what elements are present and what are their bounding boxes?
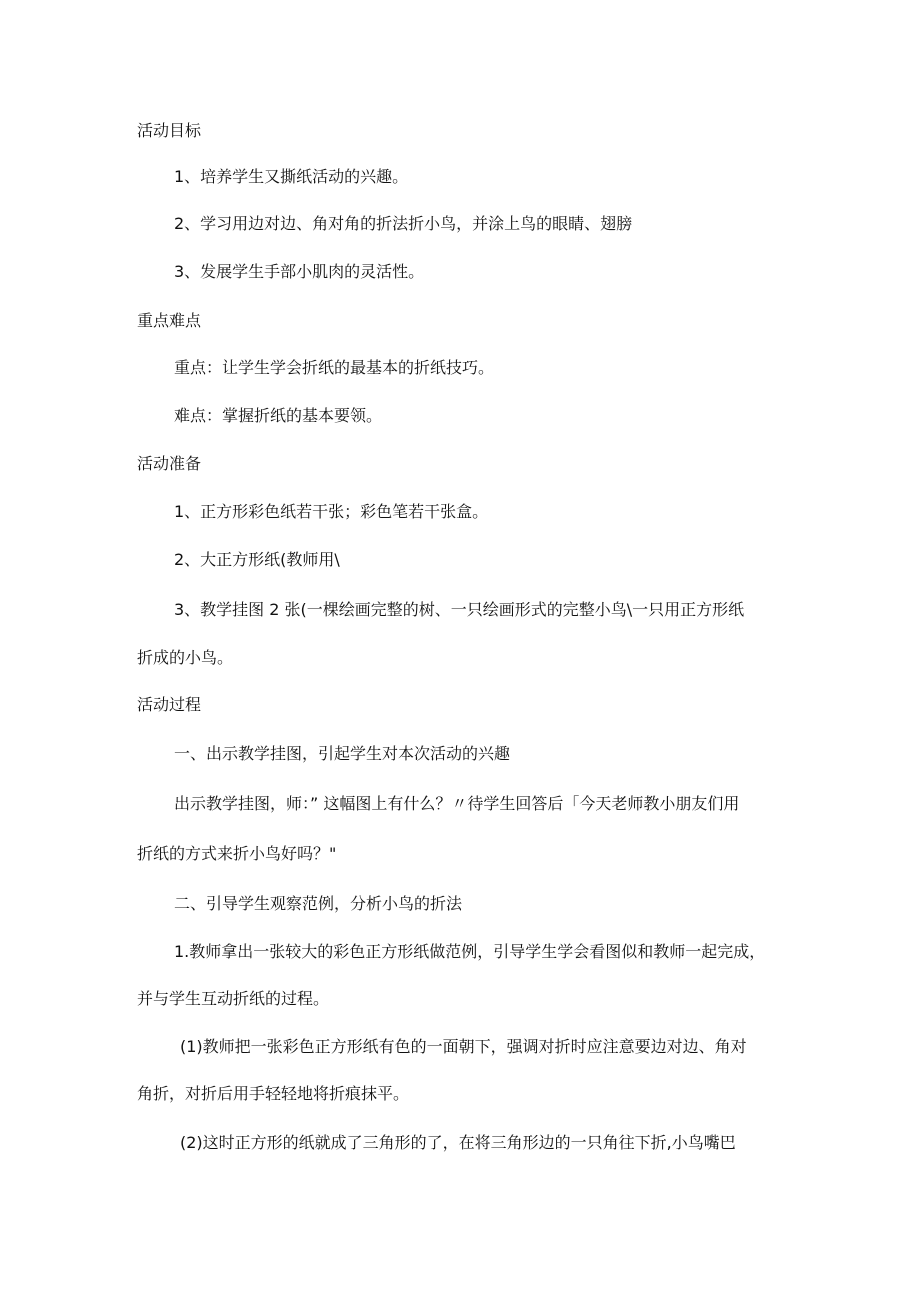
difficulty-item: 难点：掌握折纸的基本要领。 — [174, 406, 383, 425]
key-point-item: 重点：让学生学会折纸的最基本的折纸技巧。 — [174, 358, 495, 377]
process-substep-1-continued: 角折，对折后用手轻轻地将折痕抹平。 — [137, 1084, 410, 1103]
process-substep-2: (2)这时正方形的纸就成了三角形的了，在将三角形边的一只角往下折,小鸟嘴巴 — [180, 1133, 736, 1152]
goals-item-1: 1、培养学生又撕纸活动的兴趣。 — [174, 167, 409, 186]
process-part2-title: 二、引导学生观察范例，分析小鸟的折法 — [174, 894, 463, 913]
key-points-heading: 重点难点 — [137, 311, 202, 330]
process-part1-text-continued: 折纸的方式来折小鸟好吗？" — [137, 844, 337, 863]
preparation-heading: 活动准备 — [137, 454, 202, 473]
preparation-item-3: 3、教学挂图 2 张(一棵绘画完整的树、一只绘画形式的完整小鸟\一只用正方形纸 — [174, 600, 745, 619]
process-part1-text: 出示教学挂图，师：” 这幅图上有什么？〃待学生回答后「今天老师教小朋友们用 — [174, 794, 740, 813]
process-step-1-continued: 并与学生互动折纸的过程。 — [137, 989, 330, 1008]
preparation-item-1: 1、正方形彩色纸若干张；彩色笔若干张盒。 — [174, 502, 489, 521]
process-part1-title: 一、出示教学挂图，引起学生对本次活动的兴趣 — [174, 744, 511, 763]
goals-heading: 活动目标 — [137, 121, 202, 140]
goals-item-2: 2、学习用边对边、角对角的折法折小鸟，并涂上鸟的眼睛、翅膀 — [174, 214, 633, 233]
goals-item-3: 3、发展学生手部小肌肉的灵活性。 — [174, 262, 425, 281]
process-step-1: 1.教师拿出一张较大的彩色正方形纸做范例，引导学生学会看图似和教师一起完成， — [174, 942, 766, 961]
process-substep-1: (1)教师把一张彩色正方形纸有色的一面朝下，强调对折时应注意要边对边、角对 — [180, 1037, 747, 1056]
preparation-item-2: 2、大正方形纸(教师用\ — [174, 550, 340, 569]
process-heading: 活动过程 — [137, 695, 202, 714]
preparation-item-3-continued: 折成的小鸟。 — [137, 648, 234, 667]
